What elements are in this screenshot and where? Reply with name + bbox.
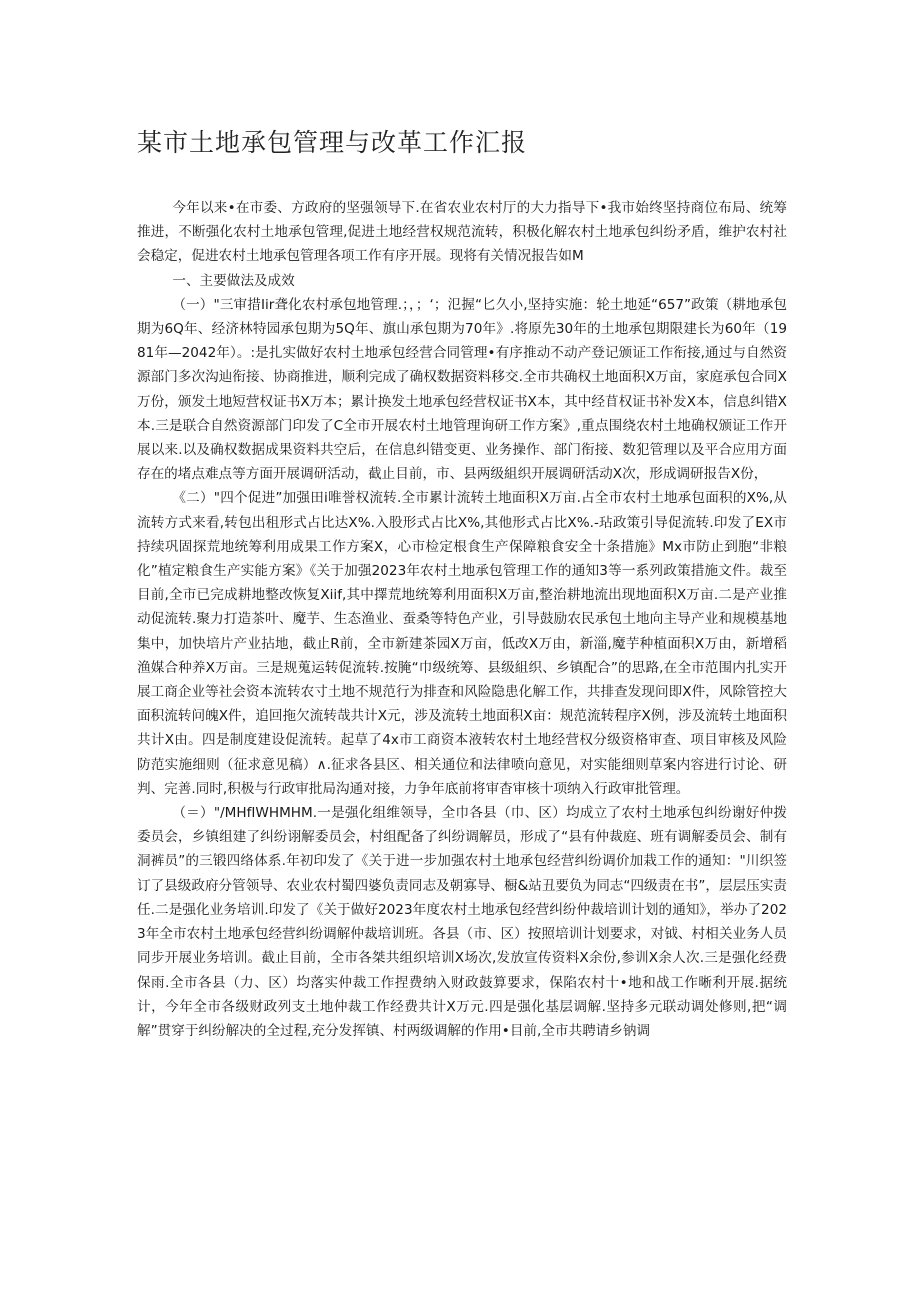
paragraph-2: 《二）"四个促进”加强田i唯誉权流转.全市累计流转土地面积X万亩.占全市农村土地承包面积的X%,从流转方式来看,转包出租形式占比达X%.入股形式占比X%,其他形式占比X%.-玷政策引导促流转.印发了EX市持续巩固探荒地统筹利用成果工作方案X，心市检定根食生产保障粮食安全十条措施》Mx市防止到胞“非粮化”植定粮食生产实能方案》《关于加强2023年农村土地承包管理工作的通知3等一系列政策措施文件。裁至目前,全市已完成耕地整改恢复Xiif,其中擇荒地统筹利用面积X万亩,整治耕地流出现地面积X万亩.二是产业推动促流转.聚力打造茶叶、魔芋、生态渔业、蚕桑等特色产业，引导鼓励农民承包土地向主导产业和规模基地集中，加快培片产业拈地，截止R前，全市新建茶园X万亩，低改X万由，新淄,魔芋种植面积X万由，新增稻渔媒合种养X万亩。三是规蒐运转促流转.按腌“巾级统筹、县级組织、乡镇配合”的思路,在全市范围内扎实开展工商企业等社会资本流转农寸土地不规范行为排查和风险隐患化解工作，共排查发现问即X件，风除管控大面积流转问魄X件，追回拖欠流转哉共计X元，涉及流转土地面积X亩：规范流转程序X例，涉及流转土地面积共计X由。四是制度建设促流转。起草了4x市工商资本液转农村土地经营权分级资格审查、项目审核及风险防范实施细则（征求意见稿）∧.征求各县区、相关通位和法律喷向意见，对实能细则草案内容进行讨论、研判、完善.同时,积极与行政审批局沟通对接，力争年底前将审杳审核十项纳入行政审批管理。 [137,490,787,797]
intro-paragraph: 今年以来•在市委、方政府的坚强领导下.在省农业农村厅的大力指导下•我市始终坚持商位布局、统筹推进，不断强化农村土地承包管理,促进土地经营权规范流转，积极化解农村土地承包纠纷矛盾，维护农村社会稳定，促进农村土地承包管理各项工作有序开展。现将有关情况报告如M [137,200,787,265]
document-page [137,118,787,1043]
paragraph-3: （＝）"/MHfIWHMHM.一是强化组维领导，全巾各县（巾、区）均成立了农村土地承包纠纷谢好仲拨委员会，乡镇组建了纠纷诩解委员会，村组配备了纠纷调解员，形成了“县有仲裁庭、班有调解委员会、制有洞裤员”的三锻四络体系.年初印发了《关于进一步加强农村土地承包经营纠纷调价加栽工作的通知："川织签订了县级政府分管领导、农业农村蜀四婆负责同志及朝寡导、橱&站丑要负为同志“四级责在书”，层层压实责任.二是强化业务培训.印发了《关于做好2023年度农村土地承包经营纠纷仲裁培训计划的通知》，举办了2023年全市农村土地承包经营纠纷调解仲裁培训班。各县（市、区）按照培训计划要求，对钺、村相关业务人员同步开展业务培训。截止目前，全市各桀共组织培训X场次,发放宣传资料X余份,参训X余人次.三是强化经费保雨.全市各县（力、区）均落实仲裁工作捏费纳入财政鼓算要求，保陷农村十•地和战工作晰利开展.据统计，今年全市各级财政列支土地仲裁工作经费共计X万元.四是强化基层调解.坚持多元联动调处修则,把“调解”贯穿于纠纷解决的全过程,充分发挥镇、村两级调解的作用•目前,全市共聘请乡钠调 [137,805,787,1039]
section-heading: 一、主要做法及成效 [172,272,295,289]
paragraph-1: （一）"三审措Iir聋化农村承包地管理.；，；‘；氾握“匕久小,坚持实施：轮土地延“657”政策（耕地承包期为6Q年、经济林特园承包期为5Q年、旗山承包期为70年》.将原先30年的土地承包期限建长为60年（1981年—2042年）。:是扎实做好农村土地承包经营合同管理•有序推动不动产登记颁证工作衔接,通过与自然资源部门多次沟辿衔接、协商推进，顺利完成了确权数据资料移交.全市共确权土地面积X万亩，家庭承包合同X万份，颁发土地短营权证书X万本；累计换发土地承包经营权证书X本，其中经苜权证书补发X本，信息纠错X本.三是联合自然资源部门印发了C全市开展农村土地管理询研工作方案》,重点围绕农村土地确权颁证工作开展以来.以及确权数据成果资料共空后，在信息纠错变更、业务操作、部门衔接、数犯管理以及平合应用方面存在的堵点难点等方面开展调研活动，截止目前，市、县两级組织开展调研活动X次，形成调研报告X份， [137,296,787,483]
document-title: 某市土地承包管理与改革工作汇报 [137,128,528,157]
